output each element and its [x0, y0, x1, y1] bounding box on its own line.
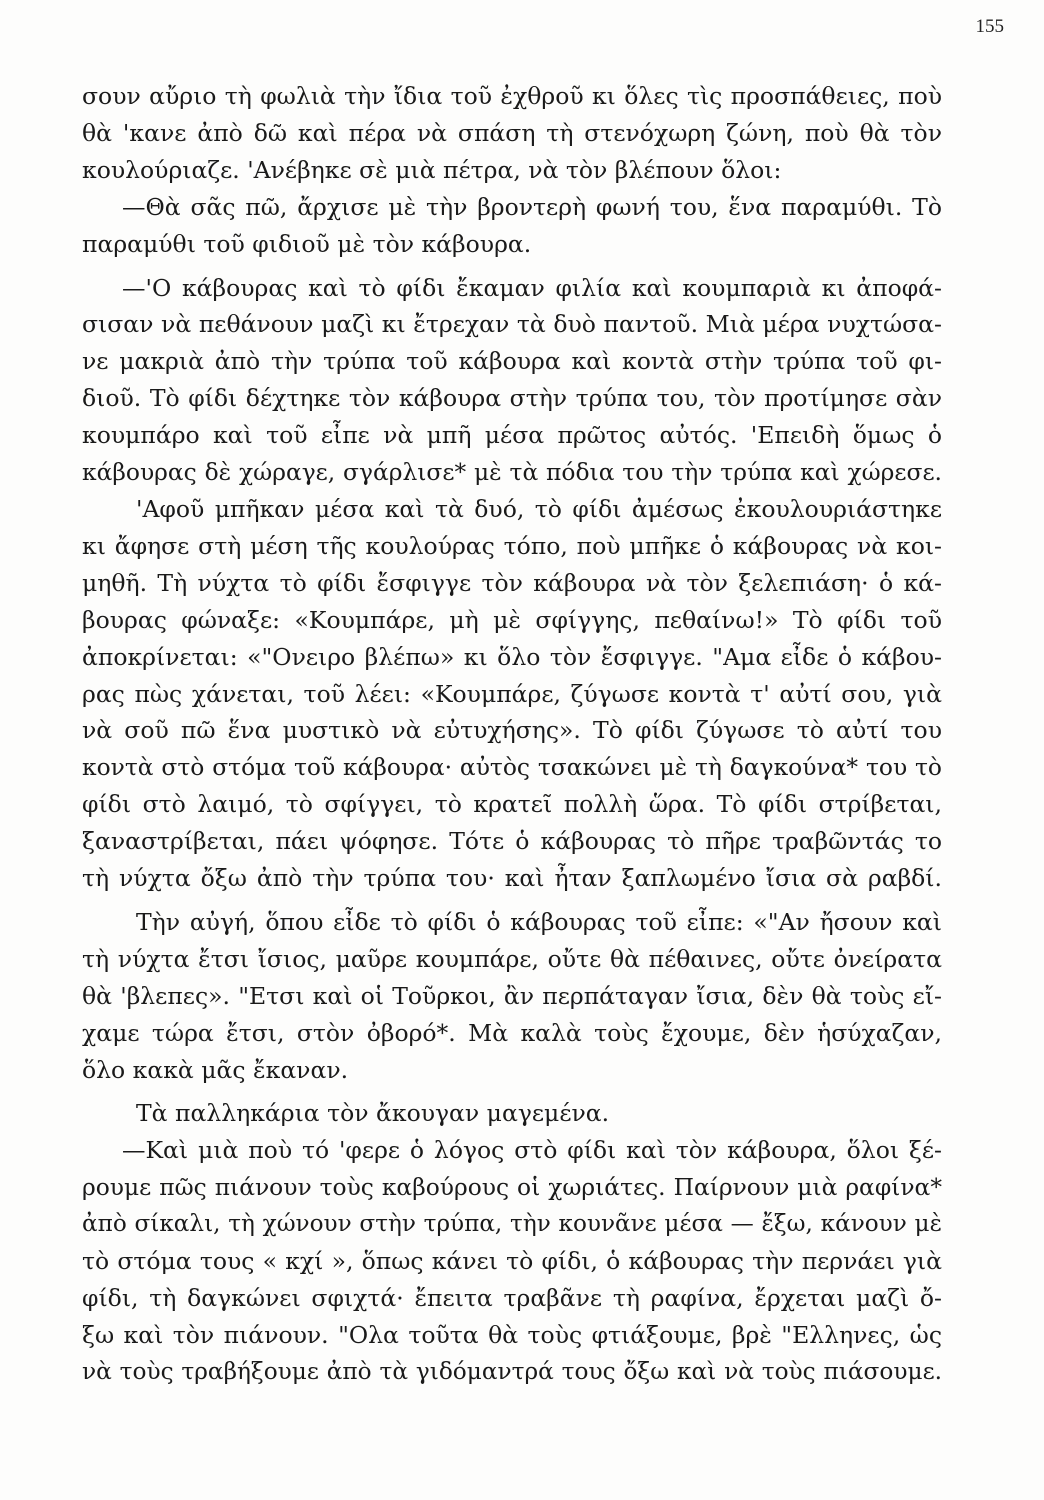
text-line: κουμπάρο καὶ τοῦ εἶπε νὰ μπῆ μέσα πρῶτος αὐτός. 'Επειδὴ ὅμως ὁ	[82, 421, 942, 450]
text-line: τὴ νύχτα ἔτσι ἴσιος, μαῦρε κουμπάρε, οὔτε θὰ πέθαινες, οὔτε ὀνείρατα	[82, 944, 942, 973]
text-line: ἀποκρίνεται: «"Ονειρο βλέπω» κι ὅλο τὸν ἔσφιγγε. "Αμα εἶδε ὁ κάβου-	[82, 642, 942, 671]
text-line: —Θὰ σᾶς πῶ, ἄρχισε μὲ τὴν βροντερὴ φωνή του, ἕνα παραμύθι. Τὸ	[122, 192, 942, 221]
text-line: κοντὰ στὸ στόμα τοῦ κάβουρα· αὐτὸς τσακώνει μὲ τὴ δαγκούνα* του τὸ	[82, 753, 942, 782]
text-line: τὸ στόμα τους « κχί », ὅπως κάνει τὸ φίδι, ὁ κάβουρας τὴν περνάει γιὰ	[82, 1247, 942, 1276]
text-line: κουλούριαζε. 'Ανέβηκε σὲ μιὰ πέτρα, νὰ τὸν βλέπουν ὅλοι:	[82, 155, 782, 184]
text-line: 'Αφοῦ μπῆκαν μέσα καὶ τὰ δυό, τὸ φίδι ἀμέσως ἐκουλουριάστηκε	[136, 494, 942, 523]
text-line: κι ἄφησε στὴ μέση τῆς κουλούρας τόπο, ποὺ μπῆκε ὁ κάβουρας νὰ κοι-	[82, 531, 942, 560]
text-line: —Καὶ μιὰ ποὺ τό 'φερε ὁ λόγος στὸ φίδι καὶ τὸν κάβουρα, ὅλοι ξέ-	[122, 1136, 942, 1165]
text-line: νὰ σοῦ πῶ ἕνα μυστικὸ νὰ εὐτυχήσης». Τὸ φίδι ζύγωσε τὸ αὐτί του	[82, 716, 942, 745]
text-line: ξω καὶ τὸν πιάνουν. "Ολα τοῦτα θὰ τοὺς φτιάξουμε, βρὲ "Ελληνες, ὡς	[82, 1320, 942, 1349]
text-line: παραμύθι τοῦ φιδιοῦ μὲ τὸν κάβουρα.	[82, 229, 532, 258]
body-text	[82, 78, 942, 1391]
text-line: τὴ νύχτα ὄξω ἀπὸ τὴν τρύπα του· καὶ ἦταν ξαπλωμένο ἴσια σὰ ραβδί.	[82, 864, 942, 893]
text-line: φίδι στὸ λαιμό, τὸ σφίγγει, τὸ κρατεῖ πολλὴ ὥρα. Τὸ φίδι στρίβεται,	[82, 790, 942, 819]
text-line: σισαν νὰ πεθάνουν μαζὶ κι ἔτρεχαν τὰ δυὸ παντοῦ. Μιὰ μέρα νυχτώσα-	[82, 310, 942, 339]
text-line: νὰ τοὺς τραβήξουμε ἀπὸ τὰ γιδόμαντρά τους ὄξω καὶ νὰ τοὺς πιάσουμε.	[82, 1357, 942, 1385]
text-line: θὰ 'κανε ἀπὸ δῶ καὶ πέρα νὰ σπάση τὴ στενόχωρη ζώνη, ποὺ θὰ τὸν	[82, 118, 942, 147]
text-line: ξαναστρίβεται, πάει ψόφησε. Τότε ὁ κάβουρας τὸ πῆρε τραβῶντάς το	[82, 827, 942, 856]
text-line: χαμε τώρα ἔτσι, στὸν ὀβορό*. Μὰ καλὰ τοὺς ἔχουμε, δὲν ἡσύχαζαν,	[82, 1018, 942, 1047]
text-line: ὅλο κακὰ μᾶς ἔκαναν.	[82, 1055, 349, 1084]
text-line: σουν αὔριο τὴ φωλιὰ τὴν ἴδια τοῦ ἐχθροῦ κι ὅλες τὶς προσπάθειες, ποὺ	[82, 82, 942, 110]
text-line: μηθῆ. Τὴ νύχτα τὸ φίδι ἔσφιγγε τὸν κάβουρα νὰ τὸν ξελεπιάση· ὁ κά-	[82, 568, 942, 597]
text-line: θὰ 'βλεπες». "Ετσι καὶ οἱ Τοῦρκοι, ἂν περπάταγαν ἴσια, δὲν θὰ τοὺς εἴ-	[82, 981, 942, 1010]
text-line: βουρας φώναξε: «Κουμπάρε, μὴ μὲ σφίγγης, πεθαίνω!» Τὸ φίδι τοῦ	[82, 605, 942, 634]
text-line: κάβουρας δὲ χώραγε, σγάρλισε* μὲ τὰ πόδια του τὴν τρύπα καὶ χώρεσε.	[82, 458, 942, 487]
text-line: ρουμε πῶς πιάνουν τοὺς καβούρους οἱ χωριάτες. Παίρνουν μιὰ ραφίνα*	[82, 1173, 942, 1202]
text-line: φίδι, τὴ δαγκώνει σφιχτά· ἔπειτα τραβᾶνε τὴ ραφίνα, ἔρχεται μαζὶ ὄ-	[82, 1284, 942, 1312]
text-line: Τὴν αὐγή, ὅπου εἶδε τὸ φίδι ὁ κάβουρας τοῦ εἶπε: «"Αν ἤσουν καὶ	[136, 907, 942, 936]
text-line: Τὰ παλληκάρια τὸν ἄκουγαν μαγεμένα.	[136, 1099, 610, 1128]
text-line: ρας πὼς χάνεται, τοῦ λέει: «Κουμπάρε, ζύγωσε κοντὰ τ' αὐτί σου, γιὰ	[82, 679, 942, 708]
text-line: ἀπὸ σίκαλι, τὴ χώνουν στὴν τρύπα, τὴν κουνᾶνε μέσα — ἔξω, κάνουν μὲ	[82, 1211, 942, 1238]
text-line: —'Ο κάβουρας καὶ τὸ φίδι ἔκαμαν φιλία καὶ κουμπαριὰ κι ἀποφά-	[122, 273, 942, 302]
text-line: διοῦ. Τὸ φίδι δέχτηκε τὸν κάβουρα στὴν τρύπα του, τὸν προτίμησε σὰν	[82, 384, 942, 413]
text-line: νε μακριὰ ἀπὸ τὴν τρύπα τοῦ κάβουρα καὶ κοντὰ στὴν τρύπα τοῦ φι-	[82, 347, 942, 376]
page-number: 155	[975, 16, 1004, 37]
